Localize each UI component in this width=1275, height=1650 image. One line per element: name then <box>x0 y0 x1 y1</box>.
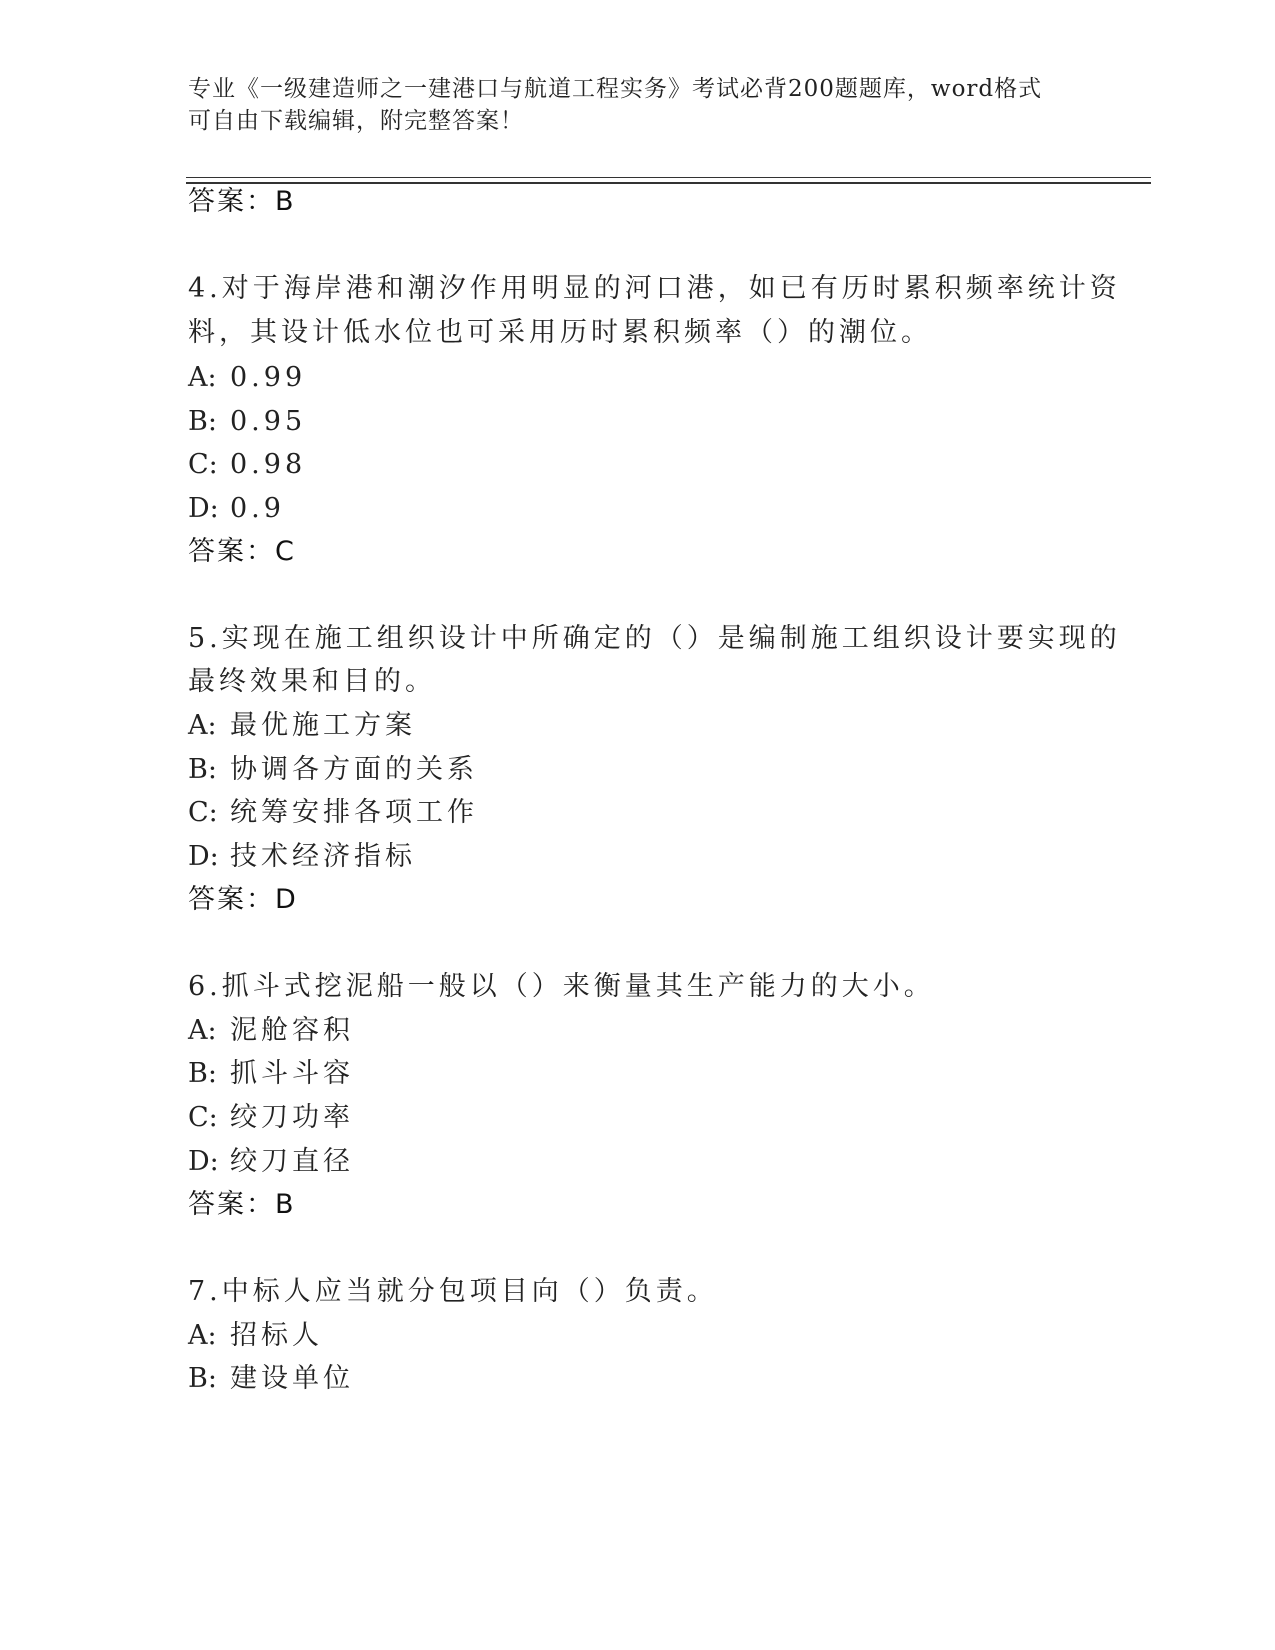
option-key: A: <box>188 1015 217 1046</box>
option-text: 0.9 <box>230 493 285 524</box>
question-stem-line: 最终效果和目的。 <box>188 666 436 697</box>
option-d <box>188 492 285 526</box>
option-b <box>188 1362 354 1396</box>
option-d <box>188 840 416 874</box>
option-key: A: <box>188 1320 217 1351</box>
option-text: 0.99 <box>230 362 307 393</box>
document-header <box>188 73 1068 137</box>
option-key: A: <box>188 362 217 393</box>
option-a <box>188 1319 323 1353</box>
question-stem-line: 6.抓斗式挖泥船一般以（）来衡量其生产能力的大小。 <box>188 971 935 1002</box>
option-a <box>188 709 416 743</box>
option-key: B: <box>188 1363 217 1394</box>
option-b <box>188 753 478 787</box>
option-text: 统筹安排各项工作 <box>230 797 478 828</box>
option-text: 最优施工方案 <box>230 710 416 741</box>
answer-q6: 答案：B <box>188 1189 296 1220</box>
header-divider-thick <box>186 182 1151 184</box>
question-stem-line: 料，其设计低水位也可采用历时累积频率（）的潮位。 <box>188 317 932 348</box>
option-text: 泥舱容积 <box>230 1015 354 1046</box>
option-key: B: <box>188 1058 217 1089</box>
option-key: B: <box>188 406 217 437</box>
answer-q5: 答案：D <box>188 884 298 915</box>
question-stem-line: 4.对于海岸港和潮汐作用明显的河口港，如已有历时累积频率统计资 <box>188 273 1121 304</box>
option-text: 技术经济指标 <box>230 841 416 872</box>
answer-q4: 答案：C <box>188 536 296 567</box>
option-text: 绞刀功率 <box>230 1102 354 1133</box>
header-title-line-1: 专业《一级建造师之一建港口与航道工程实务》考试必背200题题库，word格式 <box>188 76 1043 102</box>
option-b <box>188 1057 354 1091</box>
option-key: D: <box>188 493 219 524</box>
option-text: 0.95 <box>230 406 307 437</box>
option-key: C: <box>188 797 218 828</box>
option-text: 招标人 <box>230 1320 323 1351</box>
option-a <box>188 1014 354 1048</box>
option-key: C: <box>188 1102 218 1133</box>
header-title-line-2: 可自由下载编辑，附完整答案！ <box>188 108 524 134</box>
option-d <box>188 1145 354 1179</box>
option-b <box>188 405 306 439</box>
option-key: C: <box>188 449 218 480</box>
option-text: 协调各方面的关系 <box>230 754 478 785</box>
answer-q3: 答案：B <box>188 186 296 217</box>
option-key: B: <box>188 754 217 785</box>
option-text: 0.98 <box>230 449 307 480</box>
question-stem-line: 5.实现在施工组织设计中所确定的（）是编制施工组织设计要实现的 <box>188 623 1121 654</box>
option-key: D: <box>188 841 219 872</box>
question-stem-line: 7.中标人应当就分包项目向（）负责。 <box>188 1276 718 1307</box>
option-key: D: <box>188 1146 219 1177</box>
option-text: 抓斗斗容 <box>230 1058 354 1089</box>
option-c <box>188 448 306 482</box>
option-text: 绞刀直径 <box>230 1146 354 1177</box>
option-text: 建设单位 <box>230 1363 354 1394</box>
header-divider-thin <box>186 177 1151 178</box>
option-c <box>188 796 478 830</box>
option-c <box>188 1101 354 1135</box>
option-a <box>188 361 306 395</box>
option-key: A: <box>188 710 217 741</box>
